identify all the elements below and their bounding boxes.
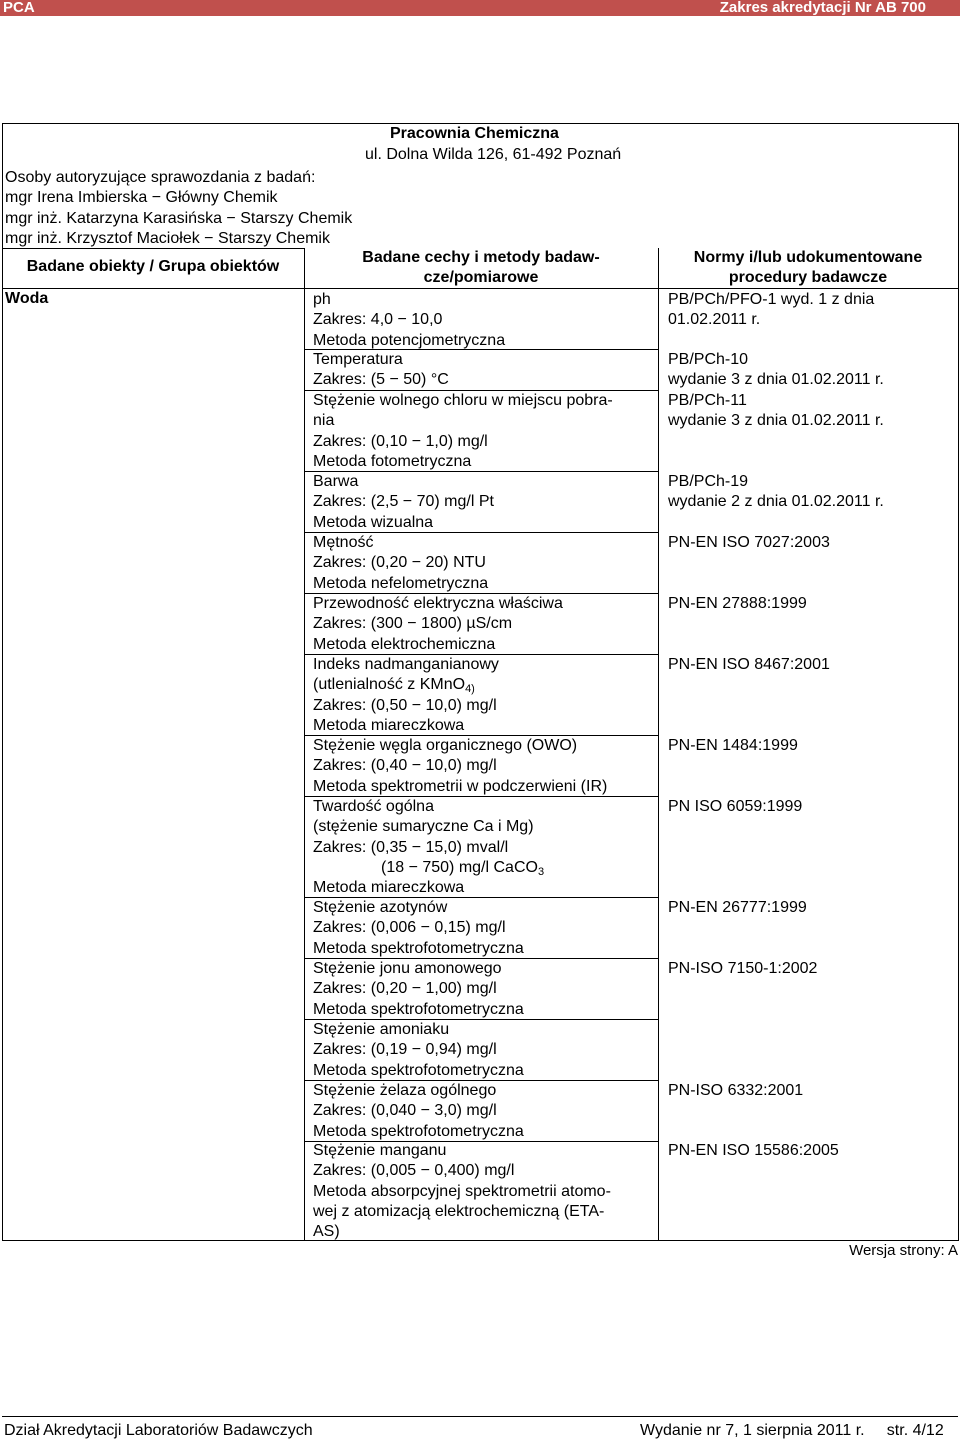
row-line: Metoda spektrofotometryczna — [313, 1000, 524, 1018]
row-line: Metoda spektrofotometryczna — [313, 1122, 524, 1140]
row-line — [313, 675, 499, 695]
table-col-divider — [658, 248, 659, 1241]
lab-address: ul. Dolna Wilda 126, 61-492 Poznań — [365, 146, 622, 163]
row-line: Metoda absorpcyjnej spektrometrii atomo- — [313, 1182, 611, 1200]
row-line: Stężenie amoniaku — [313, 1021, 450, 1038]
norm-cell — [668, 1081, 803, 1101]
row-line: Stężenie azotynów — [313, 899, 448, 916]
table-row — [313, 959, 524, 1020]
col-header-norms-line1: Normy i/lub udokumentowane — [693, 249, 923, 266]
row-line: Zakres: (5 − 50) °C — [313, 371, 449, 389]
row-line: Zakres: (0,20 − 1,00) mg/l — [313, 980, 497, 998]
norm-cell — [668, 290, 874, 331]
norm-cell — [668, 655, 830, 675]
norm-cell — [668, 391, 884, 432]
col-header-features-line1: Badane cechy i metody badaw- — [362, 249, 600, 266]
norm-line: PN-EN ISO 8467:2001 — [668, 656, 830, 673]
col-header-objects: Badane obiekty / Grupa obiektów — [26, 258, 280, 275]
row-line: Zakres: (0,40 − 10,0) mg/l — [313, 757, 497, 775]
norm-cell — [668, 797, 802, 817]
row-line: Metoda spektrofotometryczna — [313, 1061, 524, 1079]
row-line: Metoda potencjometryczna — [313, 331, 506, 349]
norm-line: PB/PCh/PFO-1 wyd. 1 z dnia — [668, 291, 875, 308]
lab-name: Pracownia Chemiczna — [390, 125, 559, 142]
row-line: Zakres: (0,50 − 10,0) mg/l — [313, 696, 497, 714]
norm-line: PB/PCh-19 — [668, 473, 749, 490]
row-line: Stężenie węgla organicznego (OWO) — [313, 737, 578, 754]
row-line: Metoda spektrofotometryczna — [313, 939, 524, 957]
table-row — [313, 290, 505, 351]
row-line: Zakres: (2,5 − 70) mg/l Pt — [313, 493, 494, 511]
row-line: Metoda nefelometryczna — [313, 574, 489, 592]
row-line-text: (18 − 750) mg/l CaCO — [381, 858, 538, 876]
subscript: 4) — [465, 683, 475, 696]
table-row — [313, 533, 488, 594]
subscript: 3 — [537, 865, 545, 878]
table-row — [313, 1081, 524, 1142]
row-line-text: (utlenialność z KMnO — [313, 676, 466, 694]
persons-title: Osoby autoryzujące sprawozdania z badań: — [5, 169, 316, 186]
norm-cell — [668, 533, 830, 553]
norm-line: wydanie 3 z dnia 01.02.2011 r. — [668, 412, 884, 430]
footer-department: Dział Akredytacji Laboratoriów Badawczych — [4, 1422, 313, 1439]
footer-edition: Wydanie nr 7, 1 sierpnia 2011 r. str. 4/12 — [640, 1422, 944, 1439]
row-line: wej z atomizacją elektrochemiczną (ETA- — [313, 1202, 605, 1220]
col-header-norms — [658, 248, 958, 288]
row-line: ph — [313, 291, 331, 308]
row-line: AS) — [313, 1223, 340, 1241]
norm-line: PN-EN ISO 15586:2005 — [668, 1142, 839, 1159]
row-line: Temperatura — [313, 351, 403, 368]
table-row — [313, 898, 524, 959]
norm-line: PN-ISO 7150-1:2002 — [668, 960, 818, 977]
norm-line: PB/PCh-11 — [668, 392, 747, 409]
row-line: Zakres: (300 − 1800) µS/cm — [313, 615, 513, 633]
person-item: mgr inż. Katarzyna Karasińska − Starszy Chemik — [5, 209, 353, 227]
table-header-divider — [2, 248, 304, 249]
norm-line: PN-ISO 6332:2001 — [668, 1082, 804, 1099]
header-bar — [0, 0, 960, 16]
row-line: Twardość ogólna — [313, 798, 434, 815]
table-row — [313, 736, 607, 797]
table-row — [313, 391, 613, 472]
norm-cell — [668, 898, 807, 918]
row-line: Metoda fotometryczna — [313, 452, 472, 470]
norm-line: wydanie 2 z dnia 01.02.2011 r. — [668, 493, 884, 511]
row-line: Zakres: 4,0 − 10,0 — [313, 311, 443, 329]
object-name: Woda — [5, 290, 49, 307]
row-line: Stężenie wolnego chloru w miejscu pobra- — [313, 392, 613, 409]
row-line: Zakres: (0,35 − 15,0) mval/l — [313, 838, 509, 856]
table-row — [313, 1020, 524, 1081]
norm-cell — [668, 472, 884, 513]
header-org: PCA — [3, 0, 35, 16]
col-header-features-line2: cze/pomiarowe — [423, 269, 539, 286]
table-col-divider — [304, 248, 305, 1241]
footer-divider — [2, 1416, 958, 1417]
authorized-persons — [5, 168, 352, 249]
row-line: Stężenie jonu amonowego — [313, 960, 502, 977]
row-line: Zakres: (0,005 − 0,400) mg/l — [313, 1162, 515, 1180]
norm-line: PN-EN 27888:1999 — [668, 595, 807, 612]
row-line — [313, 858, 544, 878]
row-line: Zakres: (0,20 − 20) NTU — [313, 554, 486, 572]
row-line: Zakres: (0,10 − 1,0) mg/l — [313, 432, 488, 450]
norm-cell — [668, 350, 884, 391]
row-line: Metoda miareczkowa — [313, 879, 465, 897]
norm-line: PN-EN 26777:1999 — [668, 899, 807, 916]
row-line: Metoda wizualna — [313, 513, 434, 531]
row-line: nia — [313, 412, 335, 430]
page-version: Wersja strony: A — [849, 1242, 958, 1259]
row-line: Stężenie żelaza ogólnego — [313, 1082, 497, 1099]
norm-line: 01.02.2011 r. — [668, 311, 761, 329]
row-line: Metoda miareczkowa — [313, 716, 465, 734]
norm-line: PN-EN ISO 7027:2003 — [668, 534, 830, 551]
table-row — [313, 594, 563, 655]
row-line: (stężenie sumaryczne Ca i Mg) — [313, 818, 534, 836]
norm-cell — [668, 736, 798, 756]
norm-cell — [668, 1141, 839, 1161]
table-row — [313, 350, 449, 391]
row-line: Przewodność elektryczna właściwa — [313, 595, 563, 612]
norm-line: PN-EN 1484:1999 — [668, 737, 798, 754]
header-title: Zakres akredytacji Nr AB 700 — [719, 0, 926, 16]
norm-cell — [668, 594, 807, 614]
table-row — [313, 797, 544, 898]
table-row — [313, 655, 499, 736]
row-line: Indeks nadmanganianowy — [313, 656, 499, 673]
norm-line: wydanie 3 z dnia 01.02.2011 r. — [668, 371, 884, 389]
row-line: Metoda elektrochemiczna — [313, 635, 496, 653]
person-item: mgr inż. Krzysztof Maciołek − Starszy Chemik — [5, 229, 330, 247]
row-line: Mętność — [313, 534, 374, 551]
norm-line: PN ISO 6059:1999 — [668, 798, 803, 815]
table-row — [313, 472, 494, 533]
row-line: Stężenie manganu — [313, 1142, 447, 1159]
table-row — [313, 1141, 611, 1242]
row-line: Barwa — [313, 473, 359, 490]
row-line: Metoda spektrometrii w podczerwieni (IR) — [313, 777, 608, 795]
row-line: Zakres: (0,006 − 0,15) mg/l — [313, 919, 506, 937]
row-line: Zakres: (0,040 − 3,0) mg/l — [313, 1102, 497, 1120]
norm-cell — [668, 959, 817, 979]
person-item: mgr Irena Imbierska − Główny Chemik — [5, 189, 278, 207]
row-line: Zakres: (0,19 − 0,94) mg/l — [313, 1041, 497, 1059]
col-header-features — [304, 248, 658, 288]
table-body-divider — [2, 288, 958, 289]
norm-line: PB/PCh-10 — [668, 351, 749, 368]
col-header-norms-line2: procedury badawcze — [728, 269, 888, 286]
